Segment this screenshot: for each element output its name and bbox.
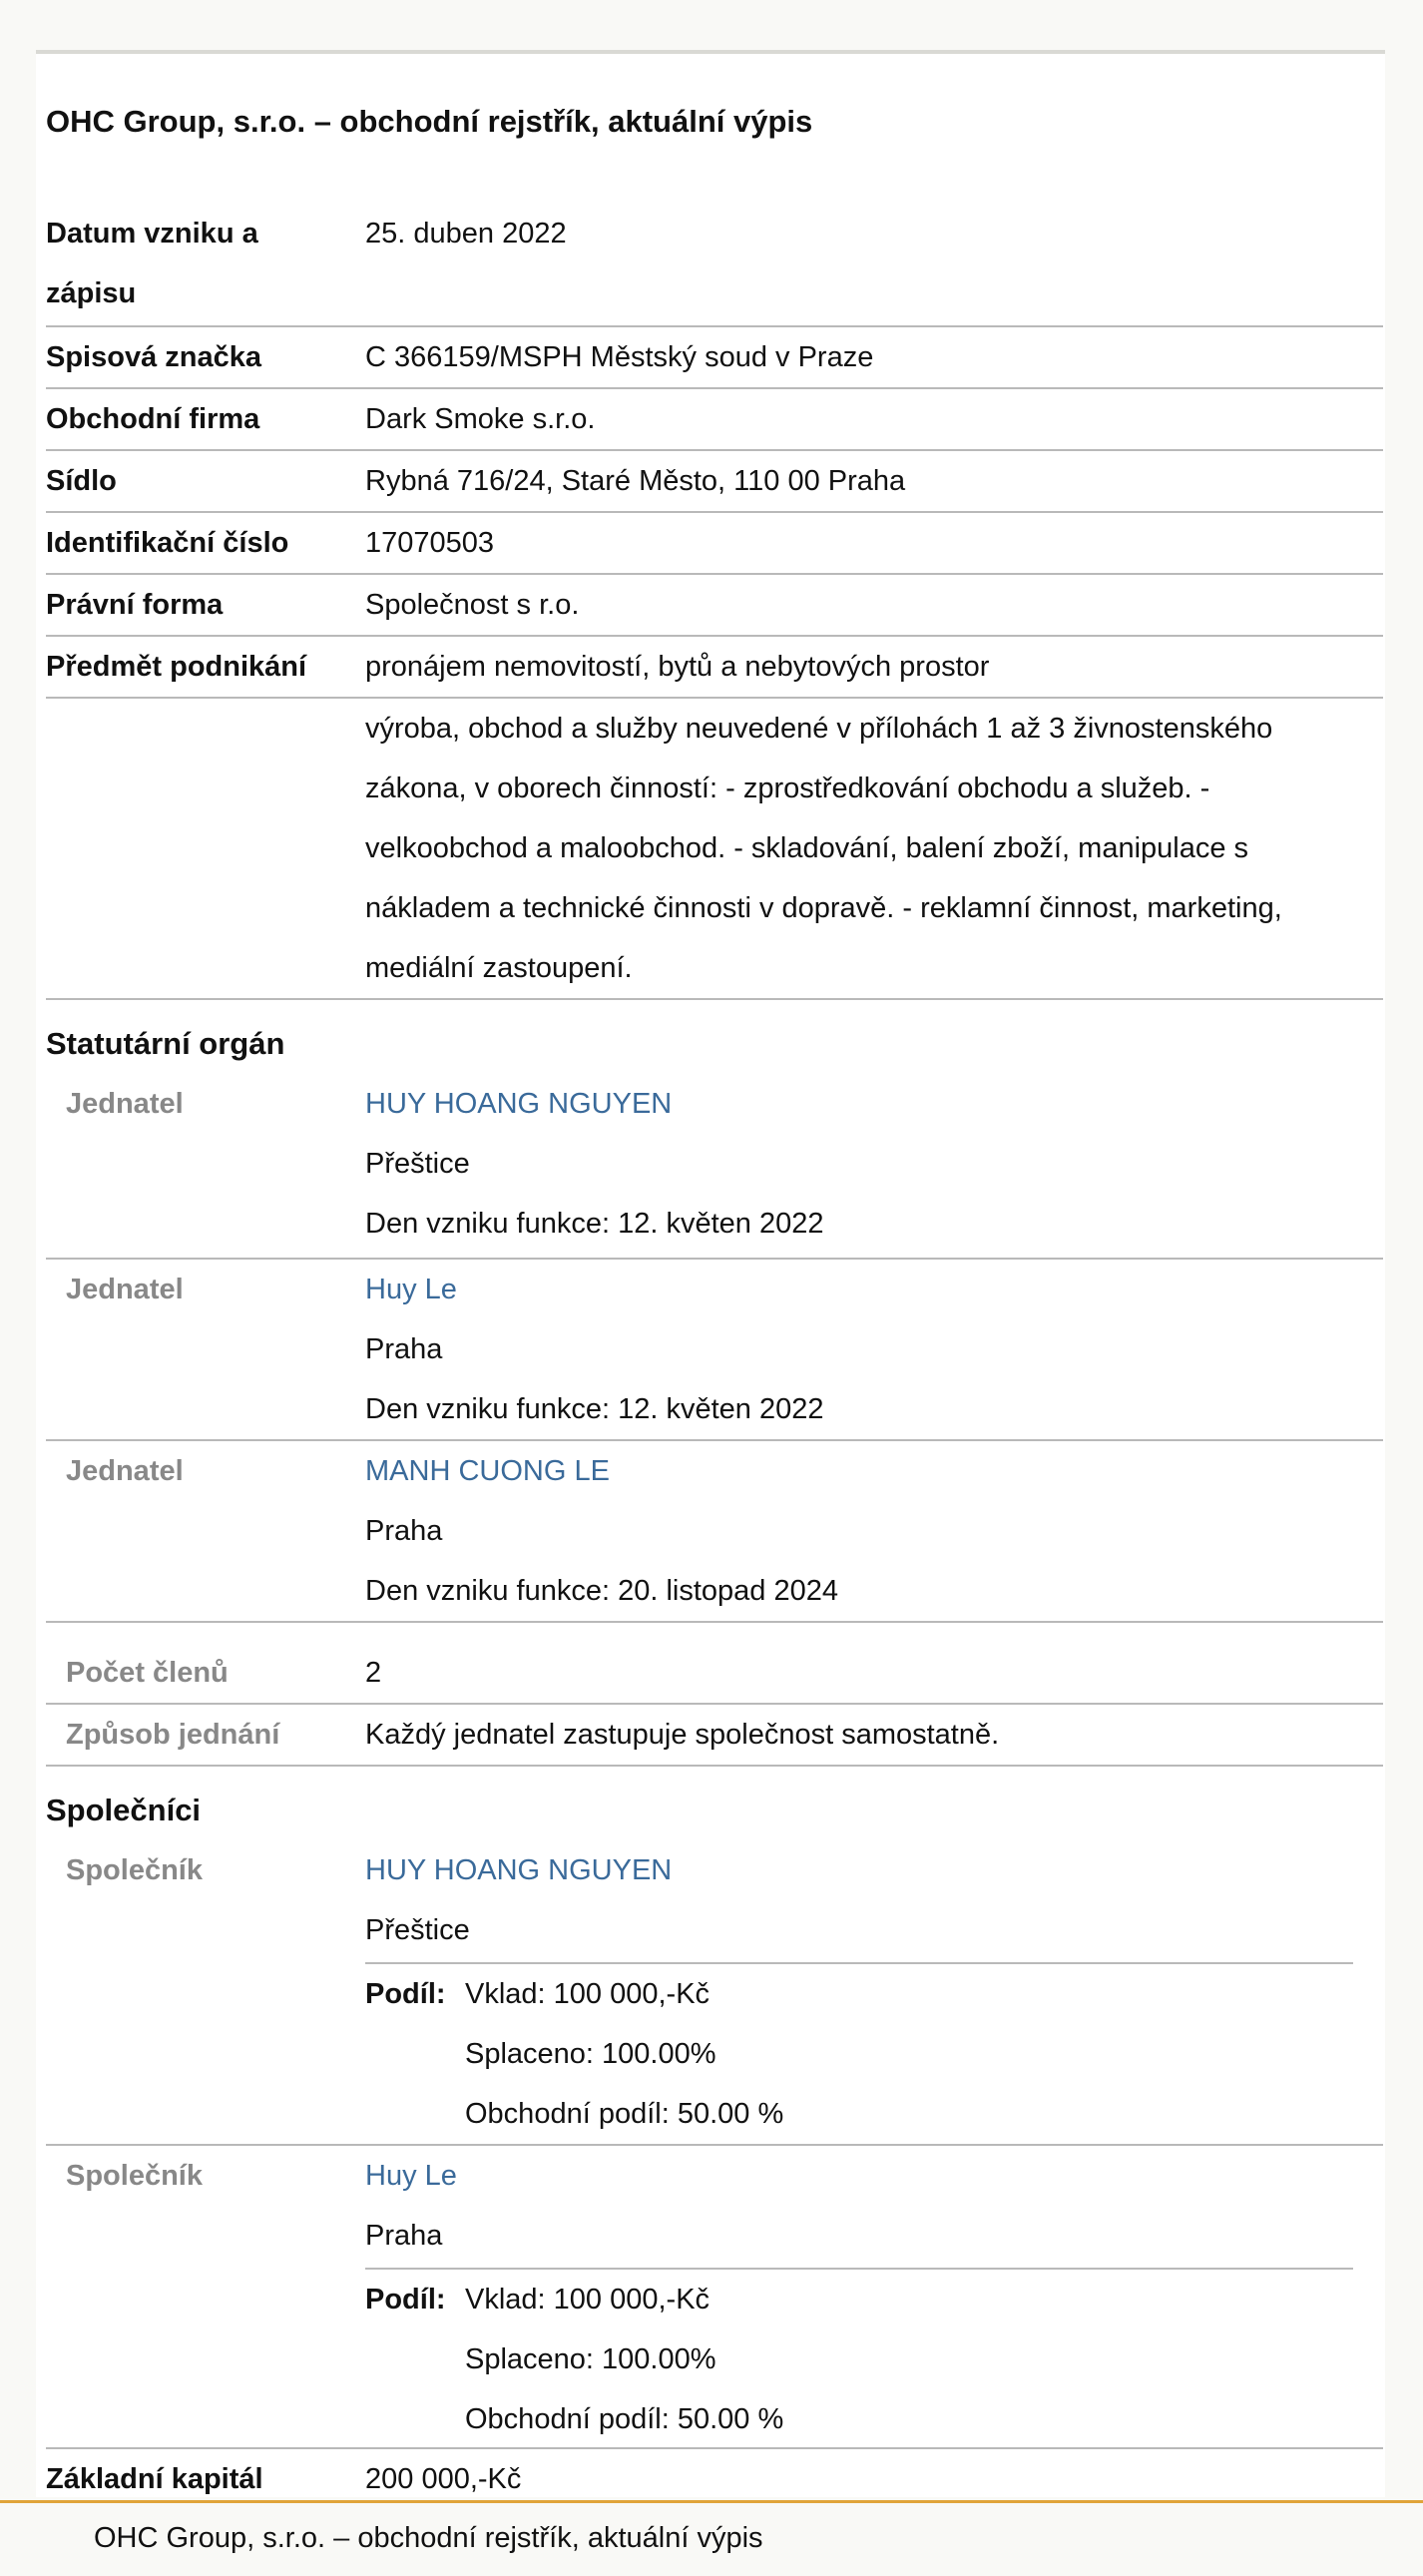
statutar-member-2: [46, 1260, 1383, 1441]
spolecnik-place: Praha: [365, 2220, 443, 2252]
podil-splaceno: Splaceno: 100.00%: [465, 2343, 716, 2375]
zpusob-label: Způsob jednání: [66, 1719, 280, 1751]
kapital-value: 200 000,-Kč: [365, 2463, 522, 2495]
datum-label-line1: Datum vzniku a: [46, 218, 258, 250]
kapital-label: Základní kapitál: [46, 2463, 263, 2495]
member-name-link[interactable]: HUY HOANG NGUYEN: [365, 1088, 673, 1120]
row-pravni-forma: [46, 575, 1383, 637]
member-since: Den vzniku funkce: 20. listopad 2024: [365, 1575, 838, 1607]
spolecnik-name-link[interactable]: HUY HOANG NGUYEN: [365, 1854, 673, 1886]
sidlo-label: Sídlo: [46, 465, 117, 497]
row-datum-vzniku: [46, 204, 1383, 327]
section-statutarni-organ: Statutární orgán: [46, 1026, 285, 1061]
member-since: Den vzniku funkce: 12. květen 2022: [365, 1208, 824, 1240]
podil-label: Podíl:: [365, 1978, 446, 2010]
member-name-link[interactable]: Huy Le: [365, 1274, 457, 1305]
predmet-label: Předmět podnikání: [46, 651, 307, 683]
member-place: Přeštice: [365, 1148, 470, 1180]
spolecnik-role: Společník: [66, 2160, 203, 2192]
ico-label: Identifikační číslo: [46, 527, 289, 559]
datum-value: 25. duben 2022: [365, 218, 567, 250]
zpusob-value: Každý jednatel zastupuje společnost samostatně.: [365, 1719, 1000, 1751]
row-sidlo: [46, 451, 1383, 513]
document-sheet: [36, 50, 1385, 2497]
pocet-value: 2: [365, 1657, 382, 1689]
spisova-value: C 366159/MSPH Městský soud v Praze: [365, 341, 874, 373]
spolecnik-2: [46, 2146, 1383, 2449]
row-predmet-1: [46, 637, 1383, 699]
predmet-value-1: pronájem nemovitostí, bytů a nebytových prostor: [365, 651, 990, 683]
sidlo-value: Rybná 716/24, Staré Město, 110 00 Praha: [365, 465, 906, 497]
row-predmet-2: [46, 699, 1383, 1000]
spolecnik-role: Společník: [66, 1854, 203, 1886]
statutar-member-3: [46, 1441, 1383, 1623]
member-role: Jednatel: [66, 1088, 184, 1120]
podil-label: Podíl:: [365, 2284, 446, 2316]
row-ico: [46, 513, 1383, 575]
page-footer: [0, 2500, 1423, 2576]
predmet-value-2: výroba, obchod a služby neuvedené v přílohách 1 až 3 živnostenského zákona, v oborech činností: - zprostředkování obchodu a služeb. - velkoobchod a maloobchod. - skladování, balení zboží, manipulace s nákladem a technické činnosti v dopravě. - reklamní činnost, marketing, mediální zastoupení.: [365, 713, 1282, 984]
ico-value: 17070503: [365, 527, 495, 559]
forma-label: Právní forma: [46, 589, 224, 621]
datum-label-line2: zápisu: [46, 277, 137, 309]
member-role: Jednatel: [66, 1455, 184, 1487]
member-place: Praha: [365, 1333, 443, 1365]
podil-obchodni: Obchodní podíl: 50.00 %: [465, 2403, 784, 2435]
pocet-label: Počet členů: [66, 1657, 229, 1689]
podil-vklad: Vklad: 100 000,-Kč: [465, 2284, 711, 2316]
member-since: Den vzniku funkce: 12. květen 2022: [365, 1393, 824, 1425]
row-obchodni-firma: [46, 389, 1383, 451]
firma-label: Obchodní firma: [46, 403, 260, 435]
podil-obchodni: Obchodní podíl: 50.00 %: [465, 2098, 784, 2130]
statutar-member-1: [46, 1074, 1383, 1260]
member-place: Praha: [365, 1515, 443, 1547]
row-pocet-clenu: [46, 1643, 1383, 1705]
row-zpusob-jednani: [46, 1705, 1383, 1767]
member-role: Jednatel: [66, 1274, 184, 1305]
firma-value: Dark Smoke s.r.o.: [365, 403, 596, 435]
member-name-link[interactable]: MANH CUONG LE: [365, 1455, 610, 1487]
spisova-label: Spisová značka: [46, 341, 261, 373]
podil-vklad: Vklad: 100 000,-Kč: [465, 1978, 711, 2010]
footer-title: OHC Group, s.r.o. – obchodní rejstřík, aktuální výpis: [94, 2522, 763, 2554]
document-title: OHC Group, s.r.o. – obchodní rejstřík, aktuální výpis: [46, 104, 813, 139]
spolecnik-1: [46, 1840, 1383, 2146]
spolecnik-place: Přeštice: [365, 1914, 470, 1946]
forma-value: Společnost s r.o.: [365, 589, 580, 621]
row-spisova-znacka: [46, 327, 1383, 389]
spolecnik-name-link[interactable]: Huy Le: [365, 2160, 457, 2192]
section-spolecnici: Společníci: [46, 1793, 202, 1827]
podil-splaceno: Splaceno: 100.00%: [465, 2038, 716, 2070]
